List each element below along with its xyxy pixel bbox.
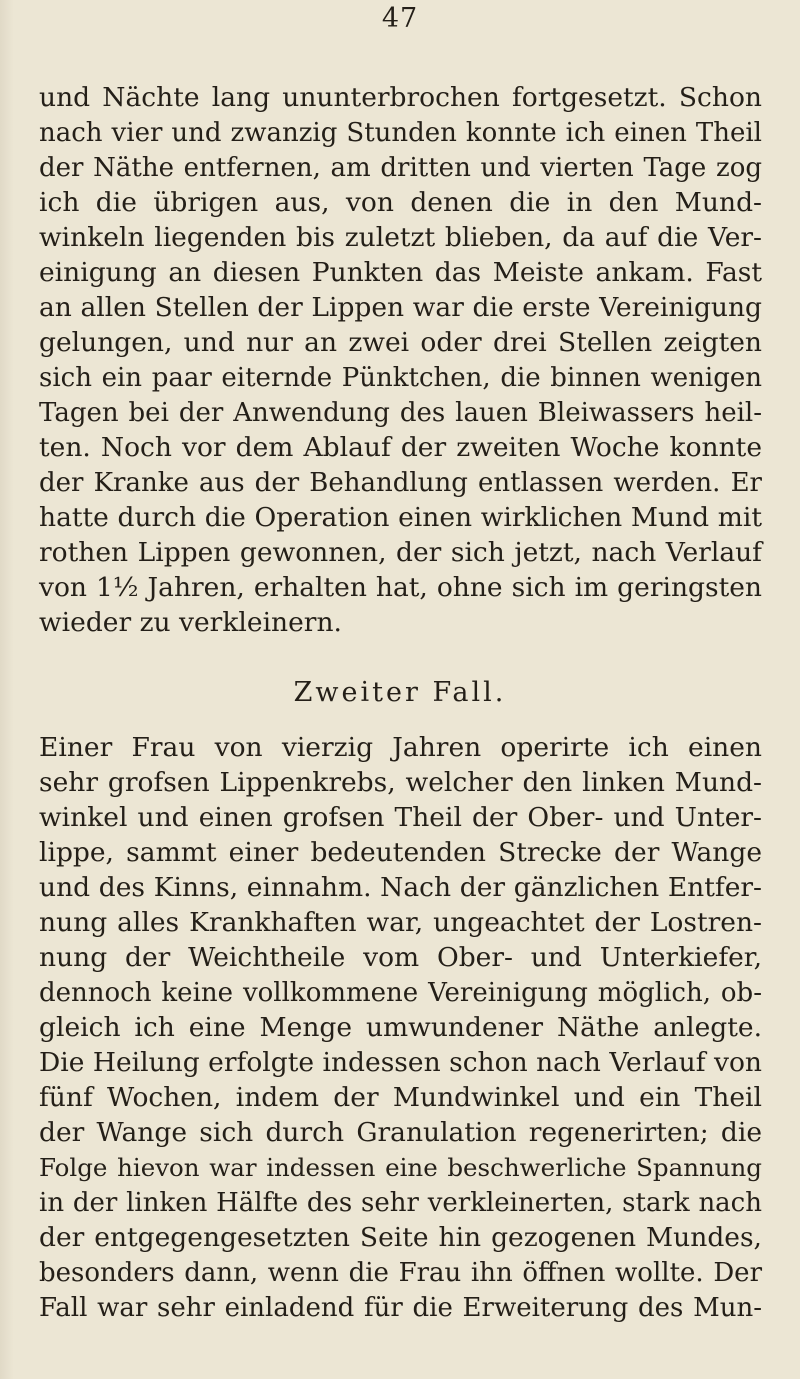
text-line: Folge hievon war indessen eine beschwerliche Spannung [39,1153,762,1182]
text-line: Tagen bei der Anwendung des lauen Bleiwassers heil- [39,398,762,428]
text-line: wieder zu verkleinern. [39,607,342,638]
text-line: lippe, sammt einer bedeutenden Strecke der Wange [39,837,762,868]
text-line: an allen Stellen der Lippen war die erste Vereinigung [39,292,762,323]
text-line: fünf Wochen, indem der Mundwinkel und ein Theil [39,1082,762,1113]
text-line: und Nächte lang ununterbrochen fortgesetzt. Schon [39,82,762,113]
text-line: und des Kinns, einnahm. Nach der gänzlichen Entfer- [39,872,762,903]
text-line: Einer Frau von vierzig Jahren operirte ich einen [39,732,762,763]
section-heading: Zweiter Fall. [293,677,507,708]
text-line: ich die übrigen aus, von denen die in den Mund- [39,187,762,218]
text-line: in der linken Hälfte des sehr verkleinerten, stark nach [39,1188,762,1218]
text-line: der entgegengesetzten Seite hin gezogenen Mundes, [39,1222,762,1253]
text-line: besonders dann, wenn die Frau ihn öffnen wollte. Der [39,1258,762,1288]
text-line: dennoch keine vollkommene Vereinigung möglich, ob- [39,978,762,1008]
text-line: nung alles Krankhaften war, ungeachtet der Lostren- [39,907,762,938]
page-number: 47 [381,3,419,34]
text-line: der Kranke aus der Behandlung entlassen werden. Er [39,468,762,498]
text-line: hatte durch die Operation einen wirklichen Mund mit [39,502,762,533]
text-line: winkeln liegenden bis zuletzt blieben, da auf die Ver- [39,222,762,253]
text-line: einigung an diesen Punkten das Meiste ankam. Fast [39,257,762,288]
text-line: der Wange sich durch Granulation regenerirten; die [39,1117,762,1148]
text-line: sich ein paar eiternde Pünktchen, die binnen wenigen [39,363,762,393]
text-line: von 1½ Jahren, erhalten hat, ohne sich im geringsten [39,572,762,603]
text-line: rothen Lippen gewonnen, der sich jetzt, nach Verlauf [39,537,762,568]
text-line: Fall war sehr einladend für die Erweiterung des Mun- [39,1293,762,1323]
text-line: gelungen, und nur an zwei oder drei Stellen zeigten [39,327,762,358]
text-line: gleich ich eine Menge umwundener Näthe anlegte. [39,1012,762,1043]
text-line: winkel und einen grofsen Theil der Ober- und Unter- [39,802,762,833]
text-line: nung der Weichtheile vom Ober- und Unterkiefer, [39,942,762,973]
text-line: der Näthe entfernen, am dritten und vierten Tage zog [39,153,762,183]
text-line: nach vier und zwanzig Stunden konnte ich einen Theil [39,118,762,148]
text-line: Die Heilung erfolgte indessen schon nach Verlauf von [39,1047,762,1078]
text-line: sehr grofsen Lippenkrebs, welcher den linken Mund- [39,767,762,798]
text-line: ten. Noch vor dem Ablauf der zweiten Woche konnte [39,432,762,463]
